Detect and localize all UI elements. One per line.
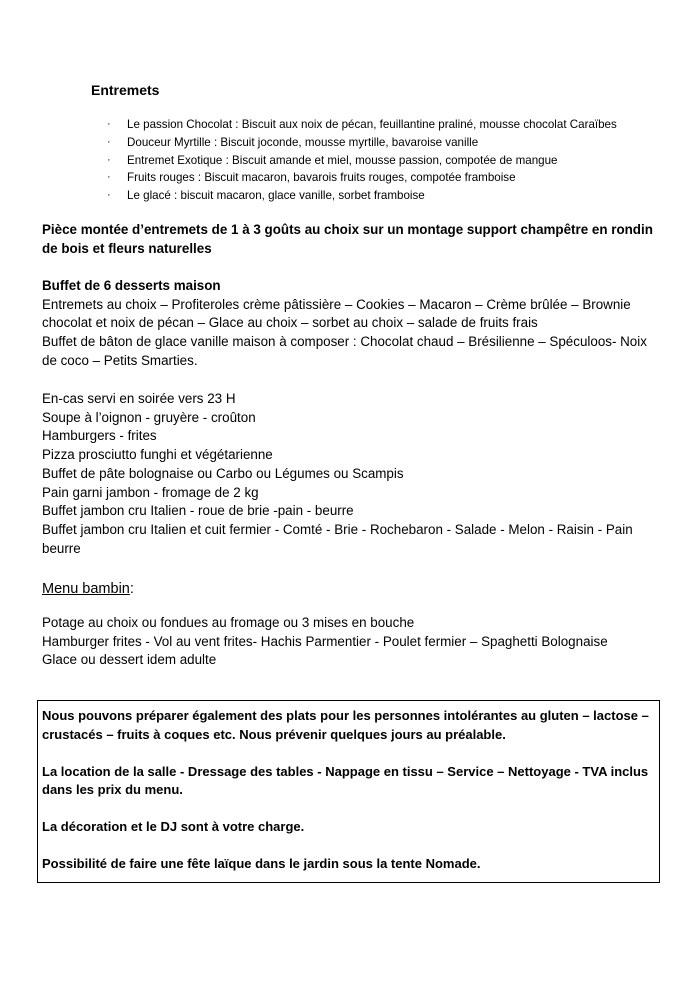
- list-item: · Le glacé : biscuit macaron, glace vanille, sorbet framboise: [107, 187, 617, 205]
- bullet-icon: ·: [107, 135, 111, 148]
- bullet-icon: ·: [107, 189, 111, 202]
- buffet-desserts-line: de coco – Petits Smarties.: [42, 352, 198, 368]
- notice-paragraph: La location de la salle - Dressage des tables - Nappage en tissu – Service – Nettoyage - TVA inclus dans les prix du menu.: [42, 763, 649, 797]
- list-item: · Douceur Myrtille : Biscuit joconde, mousse myrtille, bavaroise vanille: [107, 134, 617, 152]
- list-item: · Fruits rouges : Biscuit macaron, bavarois fruits rouges, compotée framboise: [107, 169, 617, 187]
- notice-box: [37, 700, 660, 883]
- en-cas-line: Soupe à l’oignon - gruyère - croûton: [42, 409, 256, 425]
- entremets-heading: Entremets: [91, 82, 160, 98]
- en-cas-line: Buffet jambon cru Italien et cuit fermier - Comté - Brie - Rochebaron - Salade - Melon - Raisin - Pain: [42, 521, 633, 537]
- menu-bambin-line: Glace ou dessert idem adulte: [42, 652, 217, 668]
- notice-paragraph: Nous pouvons préparer également des plats pour les personnes intolérantes au gluten – lactose – crustacés – fruits à coques etc. Nous prévenir quelques jours au préalable.: [42, 708, 649, 742]
- en-cas-line: Pizza prosciutto funghi et végétarienne: [42, 447, 273, 463]
- bullet-icon: ·: [107, 171, 111, 184]
- en-cas-line: Pain garni jambon - fromage de 2 kg: [42, 484, 259, 500]
- entremets-list: [107, 116, 617, 205]
- piece-montee-line: de bois et fleurs naturelles: [42, 240, 212, 256]
- menu-bambin-section: [42, 614, 662, 670]
- en-cas-line: Buffet jambon cru Italien - roue de brie -pain - beurre: [42, 503, 354, 519]
- piece-montee-line: Pièce montée d’entremets de 1 à 3 goûts au choix sur un montage support champêtre en rondin: [42, 222, 653, 237]
- bullet-icon: ·: [107, 153, 111, 166]
- bullet-icon: ·: [107, 118, 111, 130]
- en-cas-line: beurre: [42, 540, 81, 556]
- en-cas-section: [42, 390, 662, 558]
- buffet-desserts-heading: Buffet de 6 desserts maison: [42, 278, 221, 293]
- notice-paragraph: La décoration et le DJ sont à votre charge.: [42, 819, 305, 834]
- notice-paragraph: Possibilité de faire une fête laïque dans le jardin sous la tente Nomade.: [42, 856, 481, 871]
- menu-bambin-line: Potage au choix ou fondues au fromage ou 3 mises en bouche: [42, 615, 415, 630]
- en-cas-line: En-cas servi en soirée vers 23 H: [42, 391, 236, 406]
- en-cas-line: Hamburgers - frites: [42, 428, 157, 444]
- en-cas-line: Buffet de pâte bolognaise ou Carbo ou Légumes ou Scampis: [42, 465, 404, 481]
- piece-montee-section: [42, 221, 662, 258]
- buffet-desserts-line: Entremets au choix – Profiteroles crème pâtissière – Cookies – Macaron – Crème brûlée – Brownie: [42, 296, 631, 312]
- buffet-desserts-section: [42, 277, 662, 371]
- buffet-desserts-line: chocolat et noix de pécan – Glace au choix – sorbet au choix – salade de fruits frais: [42, 315, 538, 331]
- list-item: · Le passion Chocolat : Biscuit aux noix de pécan, feuillantine praliné, mousse chocolat Caraïbes: [107, 116, 617, 134]
- menu-bambin-heading: Menu bambin:: [42, 581, 134, 597]
- menu-bambin-line: Hamburger frites - Vol au vent frites- Hachis Parmentier - Poulet fermier – Spaghetti Bolognaise: [42, 633, 608, 649]
- list-item: · Entremet Exotique : Biscuit amande et miel, mousse passion, compotée de mangue: [107, 152, 617, 170]
- buffet-desserts-line: Buffet de bâton de glace vanille maison à composer : Chocolat chaud – Brésilienne – Spéculoos- Noix: [42, 334, 647, 350]
